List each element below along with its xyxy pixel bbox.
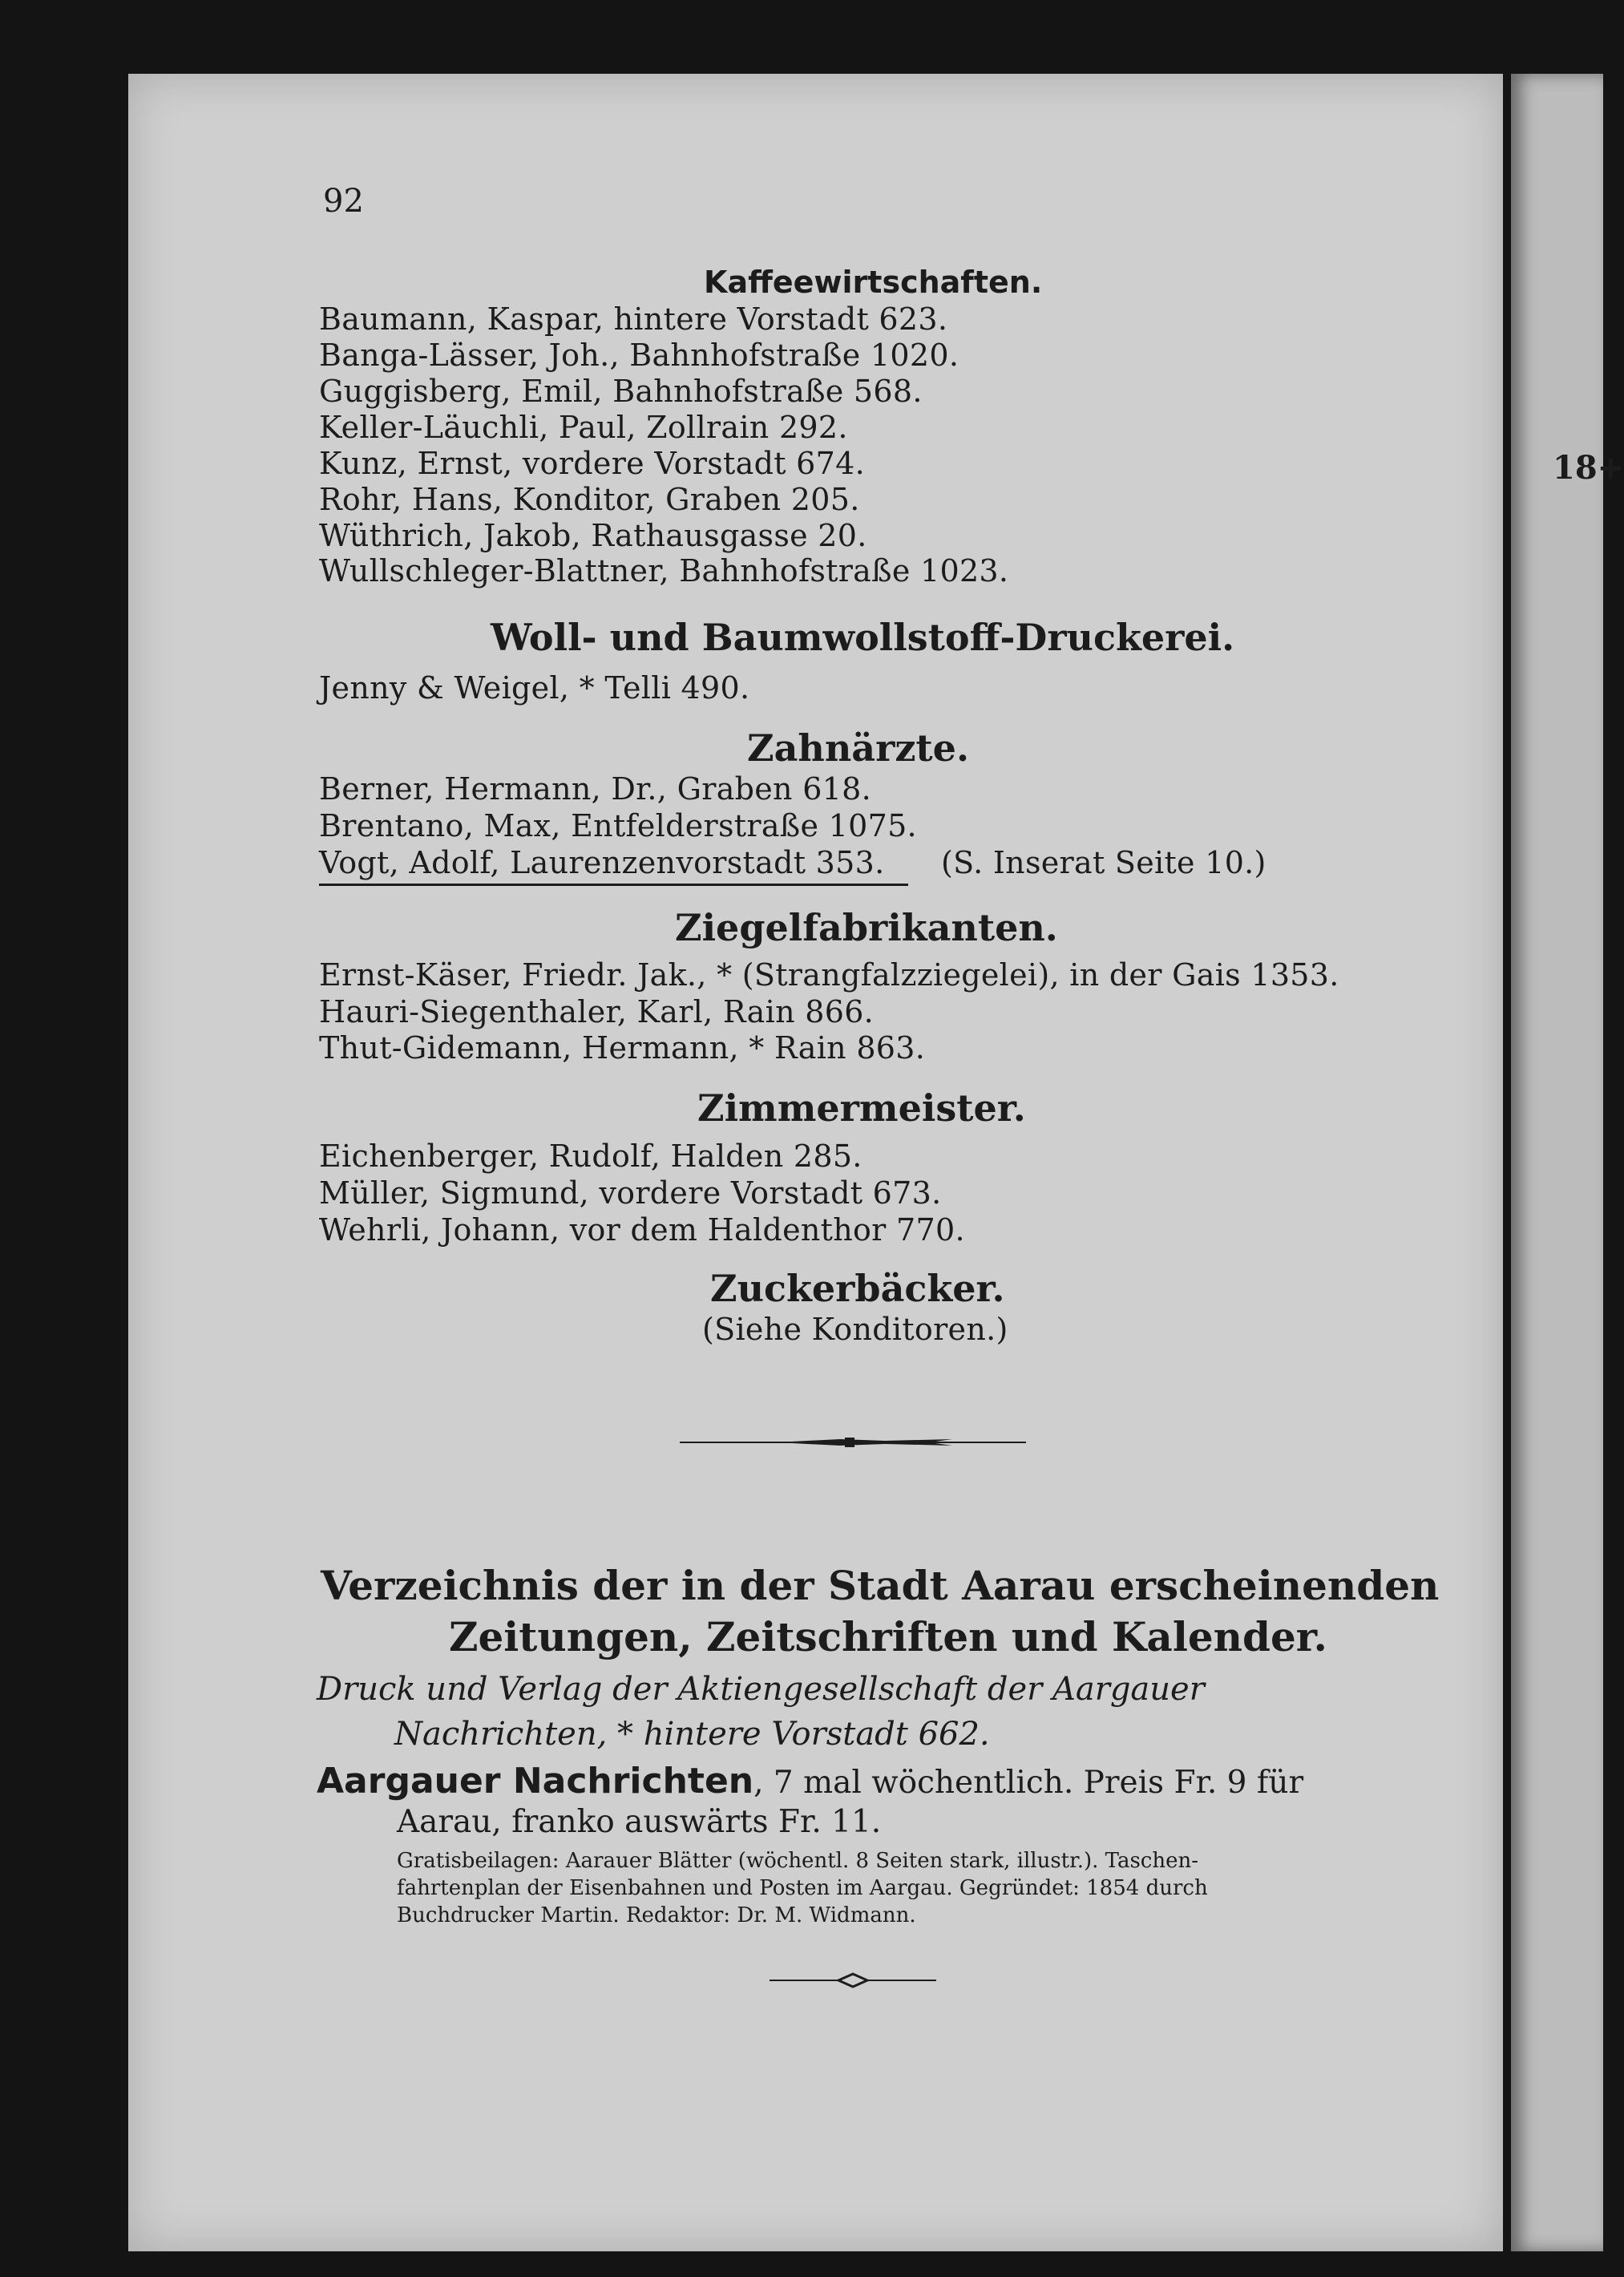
ornament-divider <box>680 1430 1026 1454</box>
list-item: Vogt, Adolf, Laurenzenvorstadt 353. <box>319 845 885 880</box>
section-heading-zahnaerzte: Zahnärzte. <box>747 726 969 770</box>
supplement-line1: Gratisbeilagen: Aarauer Blätter (wöchentl. 8 Seiten stark, illustr.). Taschen- <box>397 1849 1199 1873</box>
list-item: Hauri-Siegenthaler, Karl, Rain 866. <box>319 994 875 1029</box>
list-item: Wullschleger-Blattner, Bahnhofstraße 1023. <box>319 553 1009 588</box>
list-item: Berner, Hermann, Dr., Graben 618. <box>319 771 872 807</box>
list-item: Wüthrich, Jakob, Rathausgasse 20. <box>319 518 867 553</box>
directory-title-line1: Verzeichnis der in der Stadt Aarau erscheinenden <box>321 1562 1440 1609</box>
list-item: Thut-Gidemann, Hermann, * Rain 863. <box>319 1030 926 1066</box>
newspaper-name: Aargauer Nachrichten <box>317 1761 754 1802</box>
supplement-line2: fahrtenplan der Eisenbahnen und Posten im Aargau. Gegründet: 1854 durch <box>397 1876 1208 1900</box>
list-item: (Siehe Konditoren.) <box>702 1312 1008 1347</box>
list-item: Brentano, Max, Entfelderstraße 1075. <box>319 808 917 843</box>
list-item: Wehrli, Johann, vor dem Haldenthor 770. <box>319 1212 965 1248</box>
section-heading-ziegelfabrikanten: Ziegelfabrikanten. <box>675 906 1058 949</box>
section-heading-kaffeewirtschaften: Kaffeewirtschaften. <box>704 265 1043 300</box>
list-item: Ernst-Käser, Friedr. Jak., * (Strangfalzziegelei), in der Gais 1353. <box>319 957 1339 993</box>
list-item: Banga-Lässer, Joh., Bahnhofstraße 1020. <box>319 338 959 373</box>
page-number: 92 <box>323 183 364 220</box>
advertisement-note: (S. Inserat Seite 10.) <box>941 845 1266 880</box>
newspaper-frequency-price: , 7 mal wöchentlich. Preis Fr. 9 für <box>753 1765 1304 1801</box>
end-ornament <box>770 1971 936 1990</box>
newspaper-entry <box>317 1761 1303 1802</box>
list-item: Eichenberger, Rudolf, Halden 285. <box>319 1138 862 1174</box>
list-item: Rohr, Hans, Konditor, Graben 205. <box>319 482 860 517</box>
publisher-line1: Druck und Verlag der Aktiengesellschaft der Aargauer <box>317 1671 1205 1708</box>
list-item: Kunz, Ernst, vordere Vorstadt 674. <box>319 446 865 481</box>
section-heading-zimmermeister: Zimmermeister. <box>697 1086 1026 1130</box>
section-heading-zuckerbaecker: Zuckerbäcker. <box>710 1267 1005 1310</box>
list-item: Baumann, Kaspar, hintere Vorstadt 623. <box>319 301 948 337</box>
newspaper-price-line2: Aarau, franko auswärts Fr. 11. <box>397 1804 882 1840</box>
margin-mark: 18+ <box>1553 449 1624 487</box>
directory-title-line2: Zeitungen, Zeitschriften und Kalender. <box>449 1613 1327 1660</box>
list-item: Müller, Sigmund, vordere Vorstadt 673. <box>319 1175 942 1211</box>
publisher-line2: Nachrichten, * hintere Vorstadt 662. <box>394 1716 990 1753</box>
section-heading-druckerei: Woll- und Baumwollstoff-Druckerei. <box>491 616 1235 659</box>
list-item: Keller-Läuchli, Paul, Zollrain 292. <box>319 410 848 445</box>
list-item: Jenny & Weigel, * Telli 490. <box>319 670 750 706</box>
underline-rule <box>319 884 908 886</box>
list-item: Guggisberg, Emil, Bahnhofstraße 568. <box>319 374 923 409</box>
adjacent-page-edge <box>1511 74 1603 2251</box>
supplement-line3: Buchdrucker Martin. Redaktor: Dr. M. Widmann. <box>397 1903 916 1927</box>
